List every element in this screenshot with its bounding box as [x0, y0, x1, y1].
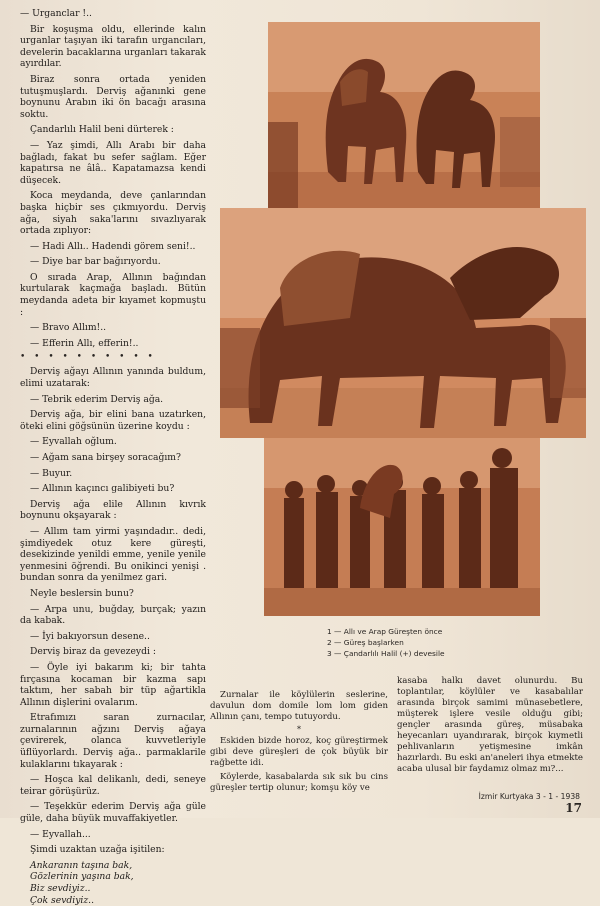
folk-song-line: Gözlerinin yaşına bak, — [30, 871, 134, 883]
paragraph: — Bravo Allım!.. — [30, 322, 107, 334]
paragraph: — Teşekkür ederim Derviş ağa güle güle, daha büyük muvaffakiyetler. — [20, 801, 206, 825]
paragraph: — Arpa unu, buğday, burçak; yazın da kabak. — [20, 603, 206, 627]
photo-halil-with-camel — [264, 438, 540, 616]
paragraph: — Tebrik ederim Derviş ağa. — [30, 393, 164, 405]
paragraph: — Öyle iyi bakarım ki; bir tahta fırçasına kocaman bir kazma sapı taktım, her sabah bir tüp ağartikla Allının dişlerini ovalarım. — [20, 661, 206, 708]
paragraph: — Eyvallah... — [30, 828, 91, 840]
paragraph: Şimdi uzaktan uzağa işitilen: — [30, 844, 165, 856]
left-text-column — [20, 8, 206, 906]
photo-camels-before-wrestling — [268, 22, 540, 210]
paragraph: O sırada Arap, Allının bağından kurtularak kaçmağa başladı. Bütün meydanda adeta bir kıyamet kopmuştu : — [20, 271, 206, 318]
paragraph: — Efferin Allı, efferin!.. — [30, 337, 139, 349]
folk-song-line: Ankaranın taşına bak, — [30, 859, 133, 871]
paragraph: — Eyvallah oğlum. — [30, 436, 117, 448]
camel-photo-1-image — [268, 22, 540, 210]
paragraph: Eskiden bizde horoz, koç güreştirmek gibi deve güreşleri de çok büyük bir rağbette idi. — [210, 736, 388, 768]
paragraph: Etrafımızı saran zurnacılar, zurnalarının ağzını Derviş ağaya çevirerek, olanca kuvvetleriyle üflüyorlardı. Derviş ağa.. parmaklarile kulaklarını tıkayarak : — [20, 712, 206, 770]
camel-photo-3-image — [264, 438, 540, 616]
paragraph: Derviş ağayı Allının yanında buldum, elimi uzatarak: — [20, 366, 206, 390]
paragraph: kasaba halkı davet olunurdu. Bu toplantılar, köylüler ve kasabalılar arasında birçok samimi münasebetlere, müşterek işlere vesile olduğu gibi; gençler arasında güreş, müsabaka heyecanları uyandırarak, birçok kıymetli pehlivanların yetişmesine imkân hazırlardı. Bu eski an'aneleri ihya etmekte acaba ulusal bir faydamız olmaz mı?... — [397, 676, 583, 774]
publication-footer: İzmir Kurtyaka 3 - 1 - 1938 — [478, 792, 580, 801]
section-separator: • • • • • • • • • • — [20, 352, 156, 363]
folk-song-line: Çok sevdiyiz.. — [30, 894, 95, 906]
paragraph: — Hoşca kal delikanlı, dedi, seneye teirar görüşürüz. — [20, 774, 206, 797]
folk-song-line: Biz sevdiyiz.. — [30, 883, 91, 894]
paragraph: — Diye bar bar bağırıyordu. — [30, 256, 161, 268]
paragraph: — Yaz şimdi, Allı Arabı bir daha bağladı, fakat bu sefer sağlam. Eğer kapatırsa ne âlâ.. Kapatamazsa kendi düşecek. — [20, 139, 206, 186]
paragraph: — Ağam sana birşey soracağım? — [30, 452, 181, 463]
paragraph: Biraz sonra ortada yeniden tutuşmuşlardı. Derviş ağanınki gene boynunu Arabın iki ön bacağı arasına soktu. — [20, 73, 206, 120]
paragraph: Koca meydanda, deve çanlarından başka hiçbir ses çıkmıyordu. Derviş ağa, siyah saka'larını sıvazlıyarak ortada zıplıyor: — [20, 190, 206, 237]
section-star: * — [297, 725, 301, 734]
right-text-column — [397, 676, 583, 778]
middle-text-column — [210, 690, 388, 797]
paragraph: — İyi bakıyorsun desene.. — [30, 630, 150, 642]
paragraph: — Buyur. — [30, 467, 73, 479]
paragraph: — Allım tam yirmi yaşındadır.. dedi, şimdiyedek otuz kere güreşti, desekizinde yenildi emme, yenile yenile yenmesini öğrendi. Bu onikinci yenişi . bundan sonra da yenilmez gari. — [20, 525, 206, 584]
camel-photo-2-image — [220, 208, 586, 438]
paragraph: Neyle beslersin bunu? — [30, 587, 134, 599]
paragraph: Zurnalar ile köylülerin seslerine, davulun dom domile lom lom giden Allının çanı, tempo tutuyordu. — [210, 690, 388, 722]
paragraph: — Urganclar !.. — [20, 8, 92, 19]
paragraph: Derviş ağa elile Allının kıvrık boynunu okşayarak : — [20, 498, 206, 522]
paragraph: Derviş ağa, bir elini bana uzatırken, öteki elini göğsünün üzerine koydu : — [20, 409, 206, 432]
page-number: 17 — [565, 801, 582, 815]
caption-line: 2 — Güreş başlarken — [327, 638, 404, 647]
caption-line: 3 — Çandarlılı Halil (+) devesile — [327, 649, 445, 658]
photo-wrestling-begins — [220, 208, 586, 438]
paragraph: Bir koşuşma oldu, ellerinde kalın urganlar taşıyan iki tarafın urgancıları, develerin bacaklarına urganları takarak ayırdılar. — [20, 23, 207, 70]
caption-line: 1 — Allı ve Arap Güreşten önce — [327, 627, 443, 636]
paragraph: Derviş biraz da gevezeydi : — [30, 646, 156, 658]
paragraph: Köylerde, kasabalarda sık sık bu cins güreşler tertip olunur; komşu köy ve — [210, 772, 388, 793]
paragraph: Çandarlılı Halil beni dürterek : — [30, 124, 174, 136]
paragraph: — Hadi Allı.. Hadendi görem seni!.. — [30, 240, 196, 252]
photo-captions — [327, 626, 557, 659]
paragraph: — Allının kaçıncı galibiyeti bu? — [30, 483, 175, 495]
